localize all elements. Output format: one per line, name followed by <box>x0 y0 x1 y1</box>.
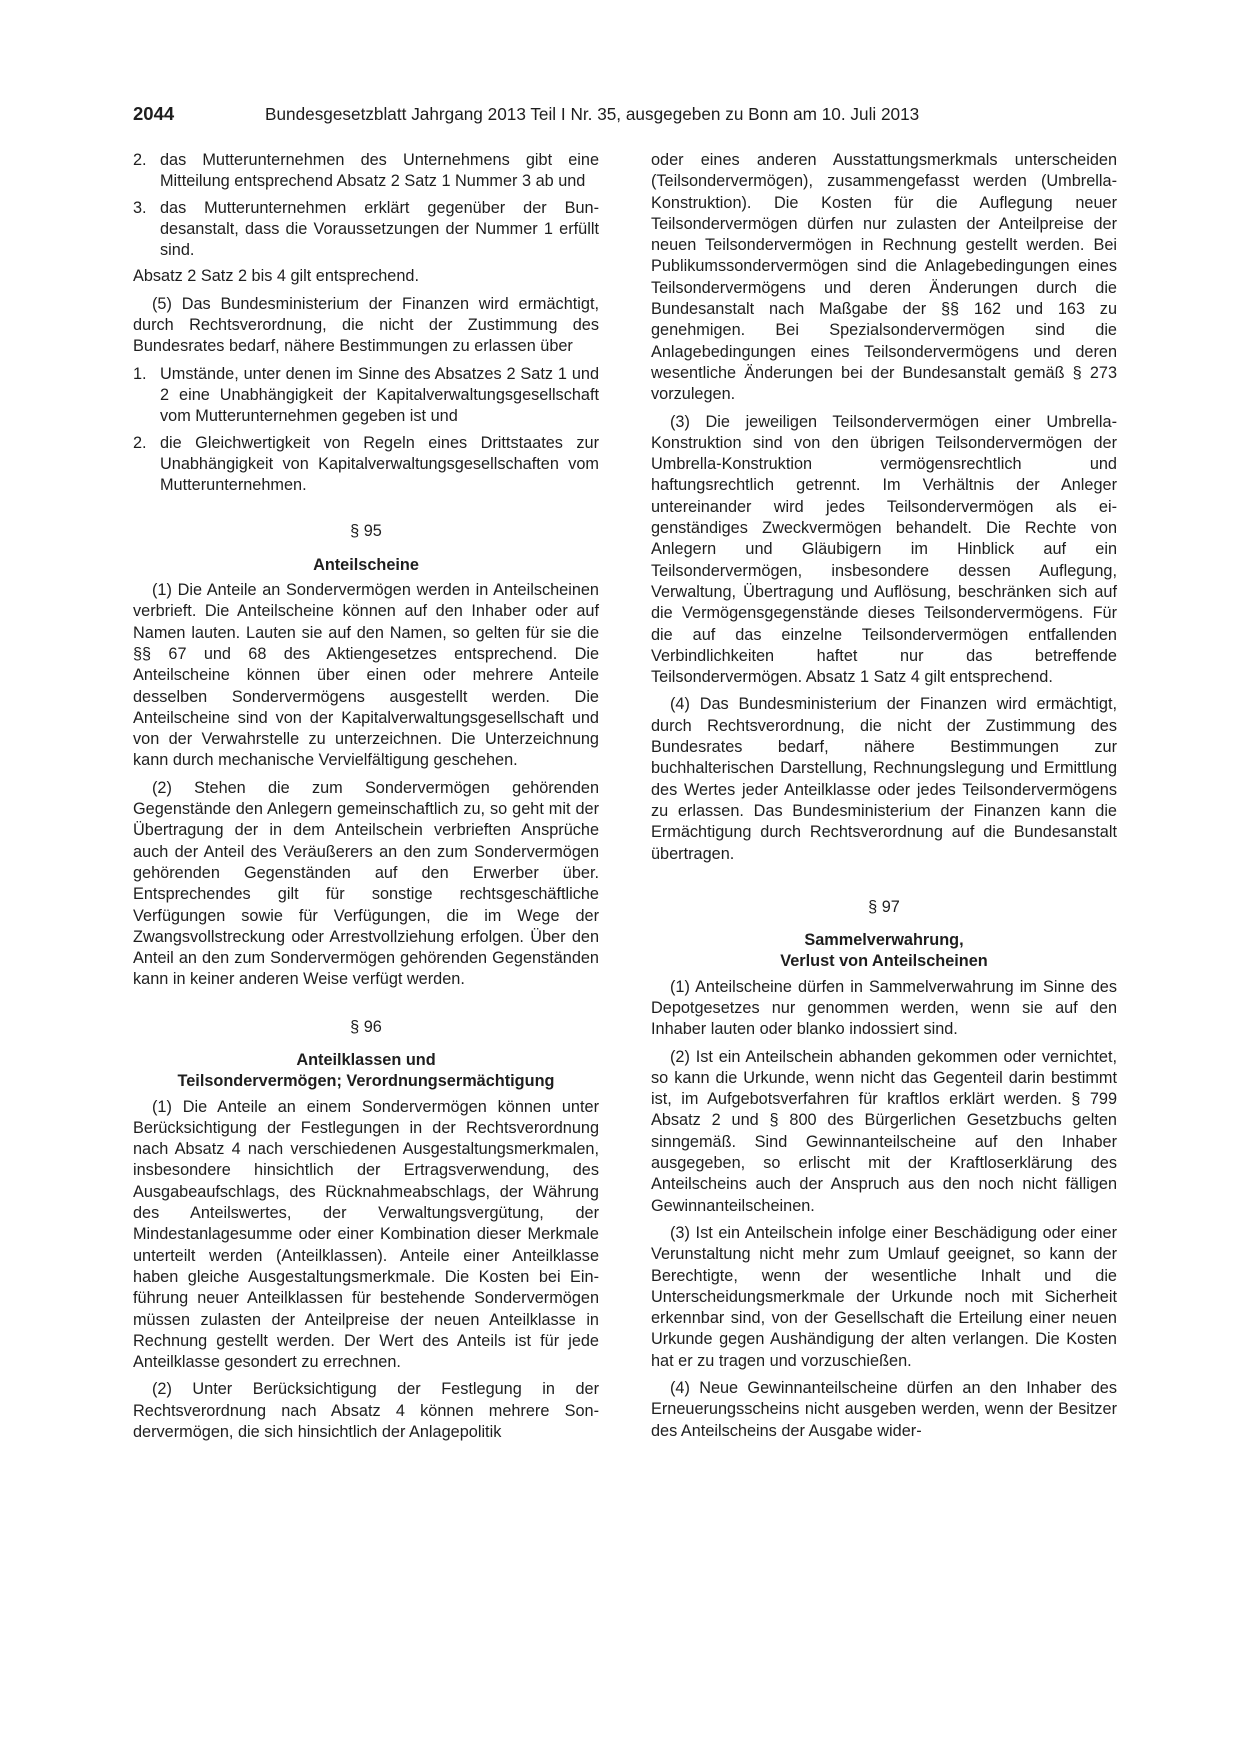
paragraph: (2) Ist ein Anteilschein abhanden gekommen oder vernichtet, so kann die Urkunde, wenn nicht das Gegenteil darin bestimmt ist, im Aufgebotsverfahren für kraftlos erklärt werden. § 799 Absatz 2 und § 800 des Bürgerlichen Gesetzbuchs gelten sinngemäß. Sind Gewinnanteilscheine auf den Inhaber ausgegeben, so erlischt mit der Kraftloserklärung des Anteilscheins auch der Anspruch aus den noch nicht fälligen Gewinnanteilscheinen. <box>651 1047 1117 1215</box>
list-item <box>133 198 599 262</box>
paragraph: (3) Die jeweiligen Teilsondervermögen einer Umbrella-Konstruktion sind von den übrigen Teilsondervermögen der Umbrella-Konstruktion vermögensrechtlich und haftungsrechtlich getrennt. Im Verhältnis der Anleger untereinander wird jedes Teilsondervermögen als eigenständiges Zweckvermögen behandelt. Die Rechte von Anlegern und Gläubigern im Hinblick auf ein Teilsondervermögen, insbesondere dessen Auflegung, Verwaltung, Übertragung und Auflösung, beschränken sich auf die Vermögensgegenstände dieses Teilsondervermögens. Für die auf das einzelne Teilsondervermögen entfallenden Verbindlichkeiten haftet nur das betreffende Teilsondervermögen. Absatz 1 Satz 4 gilt entsprechend. <box>651 412 1117 687</box>
section-number: § 97 <box>868 897 900 916</box>
paragraph: (4) Das Bundesministerium der Finanzen wird ermächtigt, durch Rechtsverordnung, die nicht der Zustimmung des Bundesrates bedarf, nähere Bestimmungen zur buchhalterischen Darstellung, Rechnungslegung und Ermittlung des Wertes jeder Anteilklasse oder jedes Teilsondervermögens zu erlassen. Das Bundesministerium der Finanzen kann die Ermächtigung durch Rechtsverordnung auf die Bundesanstalt übertragen. <box>651 695 1117 863</box>
list-item <box>133 150 599 193</box>
paragraph: (1) Die Anteile an Sondervermögen werden in Anteilscheinen verbrieft. Die Anteilscheine können auf den Inhaber oder auf Namen lauten. Lauten sie auf den Namen, so gelten für sie die §§ 67 und 68 des Aktiengesetzes entsprechend. Die Anteilscheine können über einen oder mehrere Anteile desselben Sondervermögens ausgestellt werden. Die Anteilscheine sind von der Kapitalverwaltungsgesellschaft und von der Verwahrstelle zu unterzeichnen. Die Unterzeichnung kann durch mechanische Vervielfältigung geschehen. <box>133 581 599 770</box>
section-title-line: Anteilscheine <box>313 555 419 574</box>
list-text: das Mutterunternehmen des Unternehmens gibt eine Mitteilung entsprechend Absatz 2 Satz 1 Nummer 3 ab und <box>160 151 599 191</box>
list-number: 3. <box>133 198 147 217</box>
list-number: 2. <box>133 433 147 452</box>
section-title <box>133 1050 599 1093</box>
list-text: die Gleichwertigkeit von Regeln eines Drittstaates zur Unabhängigkeit von Kapitalverwaltungsgesellschaften vom Mutterunternehmen. <box>160 433 599 495</box>
paragraph: (1) Anteilscheine dürfen in Sammelverwahrung im Sinne des Depotgesetzes nur genommen werden, wenn sie auf den Inhaber lauten oder blanko indossiert sind. <box>651 977 1117 1039</box>
section-number: § 95 <box>350 522 382 541</box>
section-title-line: Anteilklassen und <box>296 1050 436 1069</box>
paragraph: (4) Neue Gewinnanteilscheine dürfen an den Inhaber des Erneuerungsscheins nicht ausgeben werden, wenn der Besitzer des Anteilscheins der Ausgabe wider- <box>651 1379 1117 1440</box>
paragraph: (1) Die Anteile an einem Sondervermögen können unter Berücksichtigung der Festlegungen in der Rechtsverordnung nach Absatz 4 nach verschiedenen Ausgestaltungsmerkmalen, insbesondere hinsichtlich der Ertragsverwendung, des Ausgabeaufschlags, des Rücknahmeabschlags, der Währung des Anteilswertes, der Verwaltungsvergütung, der Mindestanlagesumme oder einer Kombination dieser Merkmale unterteilt werden (Anteilklassen). Anteile einer Anteilklasse haben gleiche Ausgestaltungsmerkmale. Die Kosten bei Einführung neuer Anteilklassen für bestehende Sondervermögen müssen zulasten der Anteilpreise der neuen Anteilklasse in Rechnung gestellt werden. Der Wert des Anteils ist für jede Anteilklasse gesondert zu errechnen. <box>133 1097 599 1372</box>
paragraph: (3) Ist ein Anteilschein infolge einer Beschädigung oder einer Verunstaltung nicht mehr zum Umlauf geeignet, so kann der Berechtigte, wenn der wesentliche Inhalt und die Unterscheidungsmerkmale der Urkunde noch mit Sicherheit erkennbar sind, von der Gesellschaft die Erteilung einer neuen Urkunde gegen Aushändigung der alten verlangen. Die Kosten hat er zu tragen und vorzuschießen. <box>651 1223 1117 1370</box>
running-title: Bundesgesetzblatt Jahrgang 2013 Teil I Nr. 35, ausgegeben zu Bonn am 10. Juli 2013 <box>265 104 920 124</box>
page-header <box>133 101 1118 127</box>
section-title <box>651 930 1117 973</box>
paragraph: (2) Stehen die zum Sondervermögen gehörenden Gegenstände den Anlegern gemeinschaftlich zu, so geht mit der Übertragung der in dem Anteilschein verbrieften Ansprüche auch der Anteil des Veräußerers an den zum Sondervermögen gehörenden Gegenständen auf den Erwerber über. Entsprechendes gilt für sonstige rechtsgeschäftliche Verfügungen sowie für Verfügungen, die im Wege der Zwangsvollstreckung oder Arrestvollziehung erfolgen. Über den Anteil an den zum Sondervermögen gehörenden Gegenständen kann in keiner anderen Weise verfügt werden. <box>133 778 599 989</box>
list-item <box>133 364 599 428</box>
list-text: Umstände, unter denen im Sinne des Absatzes 2 Satz 1 und 2 eine Unabhängigkeit der Kapitalverwaltungsgesellschaft vom Mutterunternehmen gegeben ist und <box>160 364 599 426</box>
section-title <box>133 555 599 576</box>
paragraph: (2) Unter Berücksichtigung der Festlegung in der Rechtsverordnung nach Absatz 4 können mehrere Sondervermögen, die sich hinsichtlich der Anlagepolitik <box>133 1380 599 1442</box>
list-text: das Mutterunternehmen erklärt gegenüber der Bundesanstalt, dass die Voraussetzungen der Nummer 1 erfüllt sind. <box>160 198 599 260</box>
paragraph: Absatz 2 Satz 2 bis 4 gilt entsprechend. <box>133 267 419 286</box>
section-number: § 96 <box>350 1017 382 1036</box>
list-item <box>133 433 599 497</box>
section-title-line: Sammelverwahrung, <box>804 931 964 950</box>
left-column <box>133 150 599 1449</box>
section-title-line: Teilsondervermögen; Verordnungsermächtigung <box>177 1072 555 1091</box>
section-title-line: Verlust von Anteilscheinen <box>780 952 988 971</box>
page-number: 2044 <box>133 103 175 124</box>
paragraph: oder eines anderen Ausstattungsmerkmals unterscheiden (Teilsondervermögen), zusammengefasst werden (Umbrella-Konstruktion). Die Kosten für die Auflegung neuer Teilsondervermögen dürfen nur zulasten der Anteilpreise der neuen Teilsondervermögen in Rechnung gestellt werden. Bei Publikumssondervermögen sind die Anlagebedingungen eines Teilsondervermögens und deren Änderungen durch die Bundesanstalt nach Maßgabe der §§ 162 und 163 zu genehmigen. Bei Spezialsondervermögen sind die Anlagebedingungen eines Teilsondervermögens und deren wesentliche Änderungen bei der Bundesanstalt gemäß § 273 vorzulegen. <box>651 151 1117 404</box>
list-number: 1. <box>133 364 147 383</box>
list-number: 2. <box>133 151 147 169</box>
paragraph: (5) Das Bundesministerium der Finanzen wird ermächtigt, durch Rechtsverordnung, die nicht der Zustimmung des Bundesrates bedarf, nähere Bestimmungen zu erlassen über <box>133 294 599 356</box>
right-column <box>651 150 1117 1448</box>
